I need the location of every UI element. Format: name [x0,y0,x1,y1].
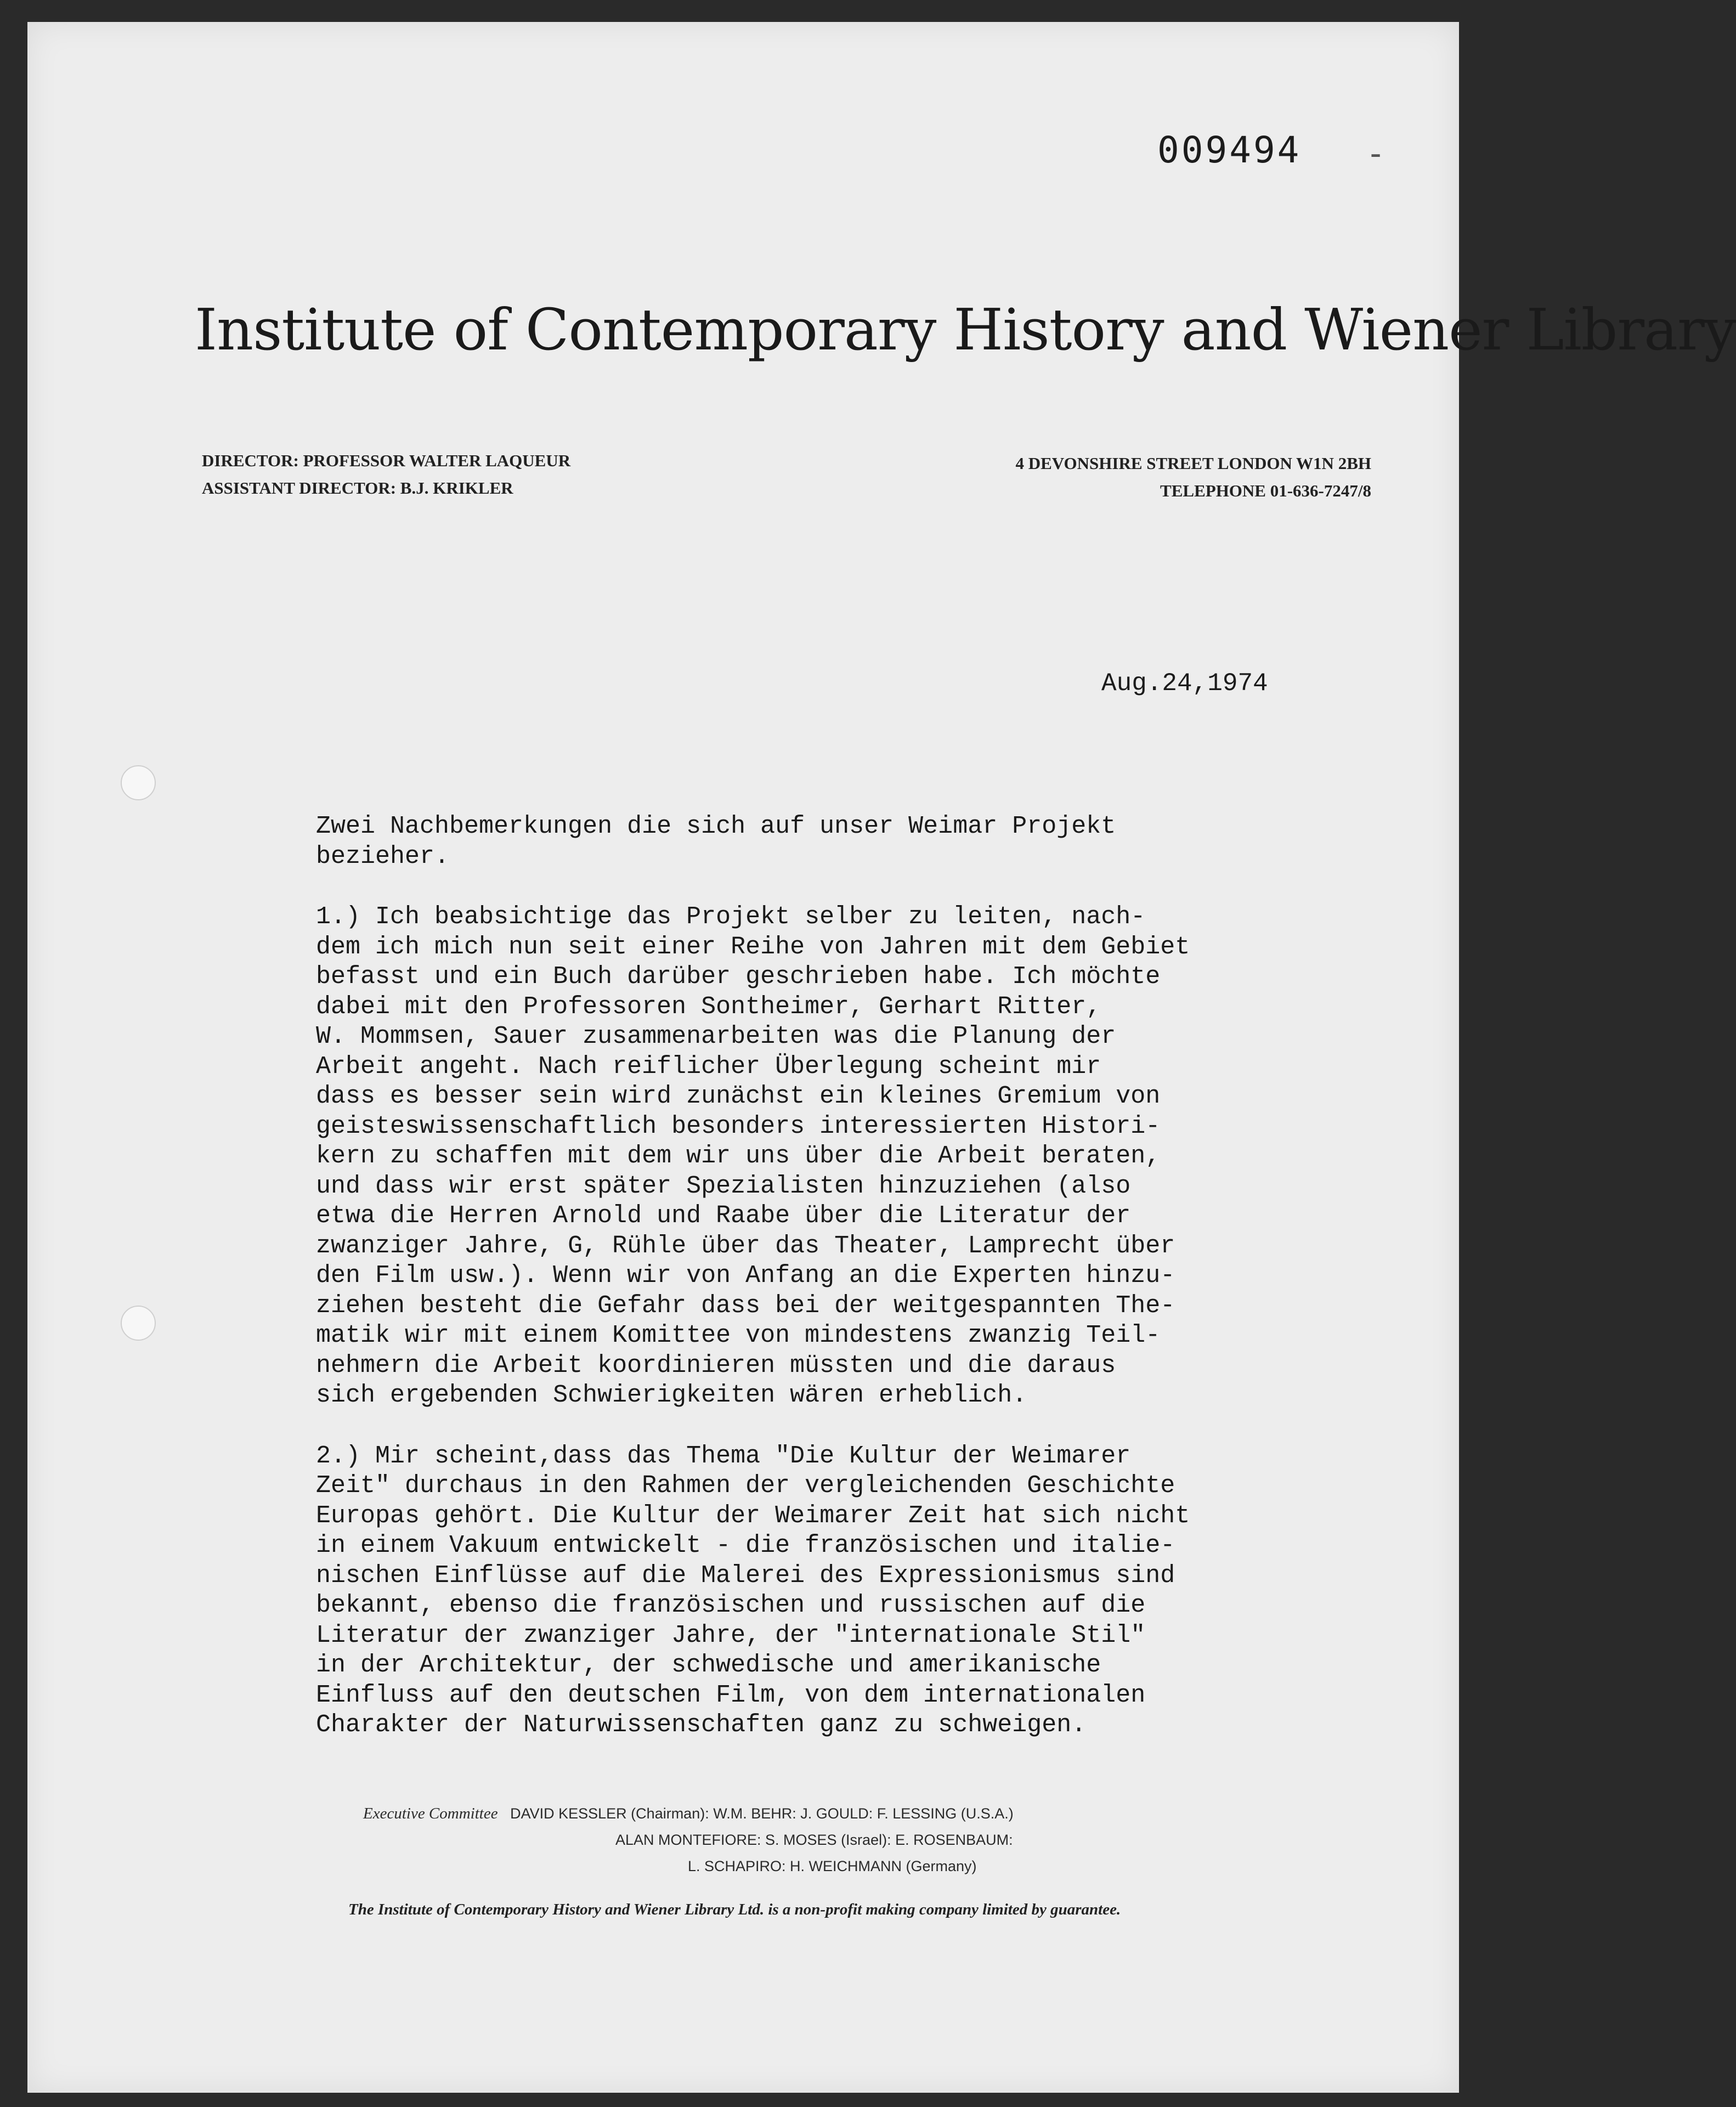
letter-date: Aug.24,1974 [1101,669,1268,698]
committee-members-1: DAVID KESSLER (Chairman): W.M. BEHR: J. GOULD: F. LESSING (U.S.A.) [510,1805,1014,1822]
institute-title: Institute of Contemporary History and Wiener Library [195,296,1736,363]
committee-row-1 [363,1799,1014,1828]
telephone-line: TELEPHONE 01-636-7247/8 [1160,481,1371,500]
committee-label: Executive Committee [363,1805,498,1822]
director-line: DIRECTOR: PROFESSOR WALTER LAQUEUR [202,451,571,470]
letter-point-2: 2.) Mir scheint,dass das Thema "Die Kultur der Weimarer Zeit" durchaus in den Rahmen der vergleichenden Geschichte Europas gehört. Die Kultur der Weimarer Zeit hat sich nicht in einem Vakuum entwickelt - die französischen und italie- nischen Einflüsse auf die Malerei des Expressionismus sind bekannt, ebenso die französischen und russischen auf die Literatur der zwanziger Jahre, der "internationale Stil" in der Architektur, der schwedische und amerikanische Einfluss auf den deutschen Film, von dem internationalen Charakter der Naturwissenschaften ganz zu schweigen. [316,1442,1190,1739]
punch-hole [121,1306,156,1341]
committee-members-3: L. SCHAPIRO: H. WEICHMANN (Germany) [688,1858,977,1874]
document-number: 009494 [1157,129,1302,171]
address-line: 4 DEVONSHIRE STREET LONDON W1N 2BH [1015,454,1371,473]
letterhead-contact [1015,450,1371,505]
punch-hole [121,765,156,800]
letter-body [316,812,1386,1771]
committee-members-2: ALAN MONTEFIORE: S. MOSES (Israel): E. ROSENBAUM: [615,1832,1013,1848]
letter-point-1: 1.) Ich beabsichtige das Projekt selber zu leiten, nach- dem ich mich nun seit einer Reihe von Jahren mit dem Gebiet befasst und ein Buch darüber geschrieben habe. Ich möchte dabei mit den Professoren Sontheimer, Gerhart Ritter, W. Mommsen, Sauer zusammenarbeiten was die Planung der Arbeit angeht. Nach reiflicher Überlegung scheint mir dass es besser sein wird zunächst ein kleines Gremium von geisteswissenschaftlich besonders interessierten Histori- kern zu schaffen mit dem wir uns über die Arbeit beraten, und dass wir erst später Spezialisten hinzuziehen (also etwa die Herren Arnold und Raabe über die Literatur der zwanziger Jahre, G, Rühle über das Theater, Lamprecht über den Film usw.). Wenn wir von Anfang an die Experten hinzu- ziehen besteht die Gefahr dass bei der weitgespannten The- matik wir mit einem Komittee von mindestens zwanzig Teil- nehmern die Arbeit koordinieren müssten und die daraus sich ergebenden Schwierigkeiten wären erheblich. [316,903,1190,1409]
letter-intro: Zwei Nachbemerkungen die sich auf unser Weimar Projekt bezieher. [316,812,1116,871]
letterhead-staff [202,447,570,502]
legal-note: The Institute of Contemporary History and Wiener Library Ltd. is a non-profit making company limited by guarantee. [348,1901,1121,1918]
letter-page [27,22,1736,2093]
document-number-mark: - [1366,134,1386,173]
assistant-director-line: ASSISTANT DIRECTOR: B.J. KRIKLER [202,478,513,498]
